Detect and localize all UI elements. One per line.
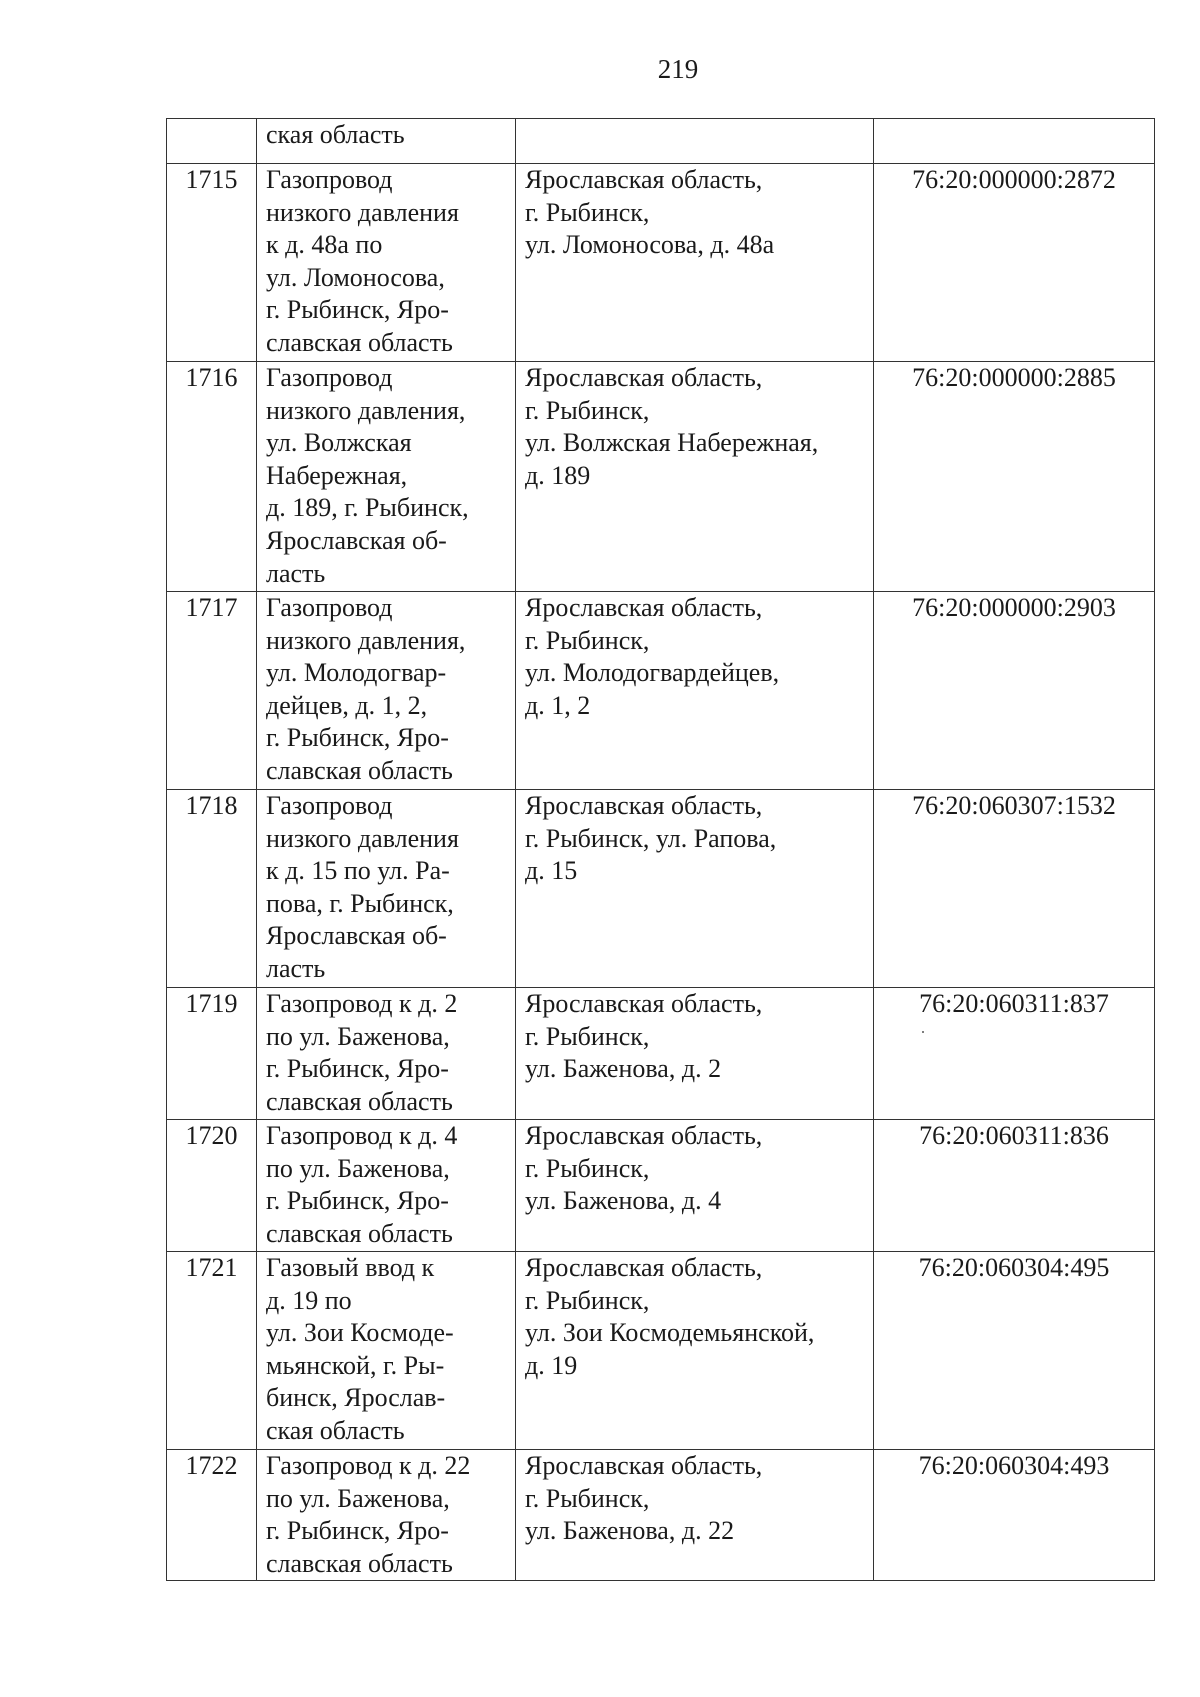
object-name-line: ул. Волжская xyxy=(266,428,412,458)
registry-table xyxy=(166,118,1155,1581)
cell-number: 1718 xyxy=(167,790,257,988)
object-name-line: Газопровод xyxy=(266,363,393,392)
object-name-line: Ярославская об- xyxy=(266,921,447,951)
object-name-line: ласть xyxy=(266,558,326,588)
object-name-line: славская область xyxy=(266,327,453,357)
cell-address xyxy=(516,362,874,592)
table-row xyxy=(167,1120,1155,1252)
registry-table-body xyxy=(167,119,1155,1581)
cell-cadastral-number: 76:20:000000:2903 xyxy=(874,592,1155,790)
cell-address xyxy=(516,988,874,1120)
table-row-continuation xyxy=(167,119,1155,164)
object-name-line: славская область xyxy=(266,1218,453,1248)
address-line: Ярославская область, xyxy=(525,363,763,392)
page-number: 219 xyxy=(657,54,699,84)
cell-object-name xyxy=(257,362,516,592)
address-line: ул. Ломоносова, д. 48а xyxy=(525,230,775,260)
object-name-line: Набережная, xyxy=(266,460,408,490)
cell-address xyxy=(516,592,874,790)
cell-cadastral-number xyxy=(874,119,1155,164)
address-line: Ярославская область, xyxy=(525,989,763,1018)
address-line: ул. Баженова, д. 22 xyxy=(525,1516,735,1546)
table-row xyxy=(167,790,1155,988)
object-name-line: г. Рыбинск, Яро- xyxy=(266,1054,449,1084)
cell-object-name xyxy=(257,164,516,362)
object-name-line: Газопровод xyxy=(266,791,393,820)
table-row xyxy=(167,1450,1155,1581)
cell-address xyxy=(516,164,874,362)
object-name-line: Газопровод к д. 2 xyxy=(266,989,458,1018)
table-row xyxy=(167,164,1155,362)
cell-address xyxy=(516,119,874,164)
address-line: г. Рыбинск, xyxy=(525,1483,650,1513)
object-name-line: славская область xyxy=(266,1548,453,1578)
address-line: г. Рыбинск, xyxy=(525,1285,650,1315)
cell-number xyxy=(167,119,257,164)
cell-address xyxy=(516,1120,874,1252)
address-line: г. Рыбинск, xyxy=(525,625,650,655)
object-name-line: д. 189, г. Рыбинск, xyxy=(266,493,469,523)
address-line: г. Рыбинск, ул. Рапова, xyxy=(525,823,777,853)
address-line: г. Рыбинск, xyxy=(525,1153,650,1183)
address-line: г. Рыбинск, xyxy=(525,1021,650,1051)
object-name-line: к д. 15 по ул. Ра- xyxy=(266,856,450,886)
address-line: Ярославская область, xyxy=(525,1451,763,1480)
address-line: г. Рыбинск, xyxy=(525,395,650,425)
cell-cadastral-number: 76:20:060304:493 xyxy=(874,1450,1155,1581)
address-line: д. 1, 2 xyxy=(525,690,591,720)
address-line: Ярославская область, xyxy=(525,791,763,820)
cell-address xyxy=(516,790,874,988)
address-line: Ярославская область, xyxy=(525,1253,763,1282)
address-line: г. Рыбинск, xyxy=(525,197,650,227)
cell-object-name xyxy=(257,119,516,164)
table-row xyxy=(167,362,1155,592)
object-name-line: бинск, Ярослав- xyxy=(266,1383,446,1413)
object-name-line: ская область xyxy=(266,120,405,149)
object-name-line: мьянской, г. Ры- xyxy=(266,1350,445,1380)
cell-cadastral-number: 76:20:060307:1532 xyxy=(874,790,1155,988)
object-name-line: Газопровод xyxy=(266,593,393,622)
cell-number: 1716 xyxy=(167,362,257,592)
cell-number: 1722 xyxy=(167,1450,257,1581)
cell-object-name xyxy=(257,592,516,790)
table-row xyxy=(167,988,1155,1120)
object-name-line: ул. Молодогвар- xyxy=(266,658,447,688)
cell-number: 1715 xyxy=(167,164,257,362)
scan-speck xyxy=(922,1031,924,1033)
table-row xyxy=(167,1252,1155,1450)
object-name-line: д. 19 по xyxy=(266,1285,352,1315)
object-name-line: низкого давления, xyxy=(266,395,466,425)
cell-cadastral-number: 76:20:060311:837 xyxy=(874,988,1155,1120)
object-name-line: ул. Зои Космоде- xyxy=(266,1318,454,1348)
address-line: ул. Баженова, д. 2 xyxy=(525,1054,722,1084)
object-name-line: низкого давления xyxy=(266,823,459,853)
cell-cadastral-number: 76:20:000000:2872 xyxy=(874,164,1155,362)
cell-cadastral-number: 76:20:000000:2885 xyxy=(874,362,1155,592)
object-name-line: Газопровод к д. 22 xyxy=(266,1451,471,1480)
object-name-line: дейцев, д. 1, 2, xyxy=(266,690,428,720)
object-name-line: г. Рыбинск, Яро- xyxy=(266,295,449,325)
object-name-line: славская область xyxy=(266,755,453,785)
address-line: д. 189 xyxy=(525,460,591,490)
cell-number: 1717 xyxy=(167,592,257,790)
address-line: ул. Зои Космодемьянской, xyxy=(525,1318,815,1348)
object-name-line: низкого давления xyxy=(266,197,459,227)
cell-cadastral-number: 76:20:060311:836 xyxy=(874,1120,1155,1252)
cell-object-name xyxy=(257,790,516,988)
cell-object-name xyxy=(257,1252,516,1450)
object-name-line: по ул. Баженова, xyxy=(266,1021,450,1051)
cell-object-name xyxy=(257,988,516,1120)
address-line: ул. Баженова, д. 4 xyxy=(525,1186,722,1216)
object-name-line: Газопровод к д. 4 xyxy=(266,1121,458,1150)
object-name-line: Ярославская об- xyxy=(266,525,447,555)
address-line: ул. Молодогвардейцев, xyxy=(525,658,780,688)
address-line: д. 15 xyxy=(525,856,578,886)
address-line: ул. Волжская Набережная, xyxy=(525,428,819,458)
object-name-line: ул. Ломоносова, xyxy=(266,262,445,292)
object-name-line: Газопровод xyxy=(266,165,393,194)
object-name-line: г. Рыбинск, Яро- xyxy=(266,1186,449,1216)
object-name-line: к д. 48а по xyxy=(266,230,383,260)
address-line: Ярославская область, xyxy=(525,165,763,194)
cell-number: 1721 xyxy=(167,1252,257,1450)
cell-number: 1720 xyxy=(167,1120,257,1252)
object-name-line: г. Рыбинск, Яро- xyxy=(266,1516,449,1546)
object-name-line: ласть xyxy=(266,953,326,983)
cell-number: 1719 xyxy=(167,988,257,1120)
address-line: д. 19 xyxy=(525,1350,578,1380)
cell-address xyxy=(516,1450,874,1581)
cell-address xyxy=(516,1252,874,1450)
object-name-line: пова, г. Рыбинск, xyxy=(266,888,454,918)
cell-object-name xyxy=(257,1450,516,1581)
object-name-line: Газовый ввод к xyxy=(266,1253,435,1282)
address-line: Ярославская область, xyxy=(525,1121,763,1150)
object-name-line: ская область xyxy=(266,1415,405,1445)
object-name-line: по ул. Баженова, xyxy=(266,1483,450,1513)
table-row xyxy=(167,592,1155,790)
cell-cadastral-number: 76:20:060304:495 xyxy=(874,1252,1155,1450)
object-name-line: г. Рыбинск, Яро- xyxy=(266,723,449,753)
object-name-line: славская область xyxy=(266,1086,453,1116)
object-name-line: по ул. Баженова, xyxy=(266,1153,450,1183)
object-name-line: низкого давления, xyxy=(266,625,466,655)
address-line: Ярославская область, xyxy=(525,593,763,622)
cell-object-name xyxy=(257,1120,516,1252)
